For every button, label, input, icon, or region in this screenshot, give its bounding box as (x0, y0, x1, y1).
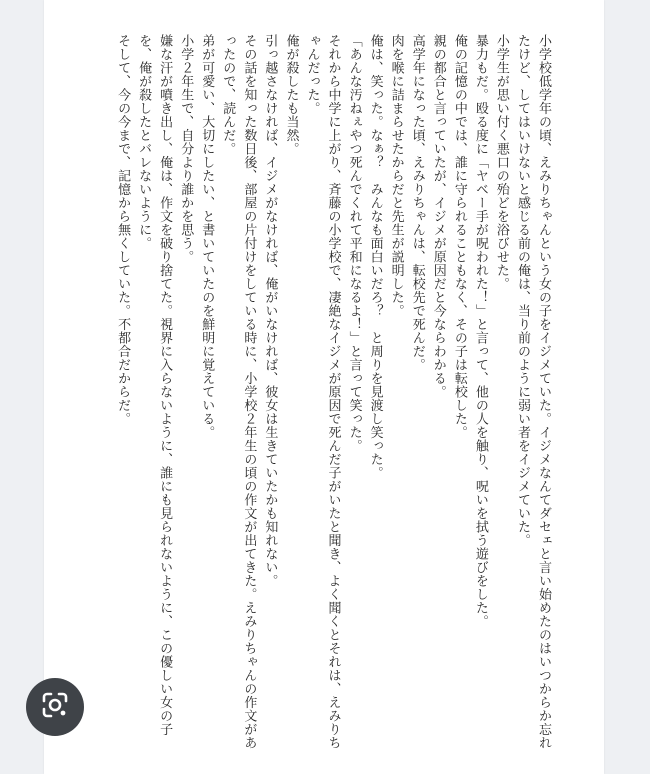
paragraph: 引っ越さなければ、イジメがなければ、俺がいなければ、彼女は生きていたかも知れない。 (262, 34, 278, 588)
paragraph: 暴力もだ。殴る度に「ヤベー手が呪われた！」と言って、他の人を触り、呪いを拭う遊びをした。 (472, 34, 488, 628)
paragraph: そして、今の今まで、記憶から無くしていた。不都合だからだ。 (115, 34, 131, 426)
paragraph: 俺の記憶の中では、誰に守られることもなく、その子は転校した。 (451, 34, 467, 439)
google-lens-icon (40, 690, 70, 724)
book-page (44, 0, 604, 774)
paragraph: 小学校低学年の頃、えみりちゃんという女の子をイジメていた。イジメなんてダセェと言い始めたのはいつからか忘れたけど、してはいけないと感じる前の俺は、当り前のように弱い者をイジメていた。 (514, 34, 551, 750)
google-lens-button[interactable] (26, 678, 84, 736)
paragraph: 弟が可愛い、大切にしたい、と書いていたのを鮮明に覚えている。 (199, 34, 215, 439)
paragraph: それから中学に上がり、斉藤の小学校で、凄絶なイジメが原因で死んだ子がいたと聞き、よく聞くとそれは、えみりちゃんだった。 (304, 34, 341, 750)
paragraph: 俺は、笑った。なぁ？ みんなも面白いだろ？ と周りを見渡し笑った。 (367, 34, 383, 480)
paragraph: 小学生が思い付く悪口の殆どを浴びせた。 (493, 34, 509, 291)
vertical-text-body (114, 34, 554, 754)
paragraph: 嫌な汗が噴き出し、俺は、作文を破り捨てた。視界に入らないように、誰にも見られないように、この優しい女の子を、俺が殺したとバレないように。 (136, 34, 173, 736)
paragraph: 「あんな汚ねぇやつ死んでくれて平和になるよ！」と言って笑った。 (346, 34, 362, 453)
paragraph: 小学２年生で、自分より誰かを思う。 (178, 34, 194, 264)
paragraph: その話を知った数日後、部屋の片付けをしている時に、小学校２年生の頃の作文が出てきた。えみりちゃんの作文があったので、読んだ。 (220, 34, 257, 750)
paragraph: 親の都合と言っていたが、イジメが原因だと今ならわかる。 (430, 34, 446, 399)
paragraph: 俺が殺したも当然。 (283, 34, 299, 156)
paragraph: 肉を喉に詰まらせたからだと先生が説明した。 (388, 34, 404, 318)
paragraph: 高学年になった頃、えみりちゃんは、転校先で死んだ。 (409, 34, 425, 372)
